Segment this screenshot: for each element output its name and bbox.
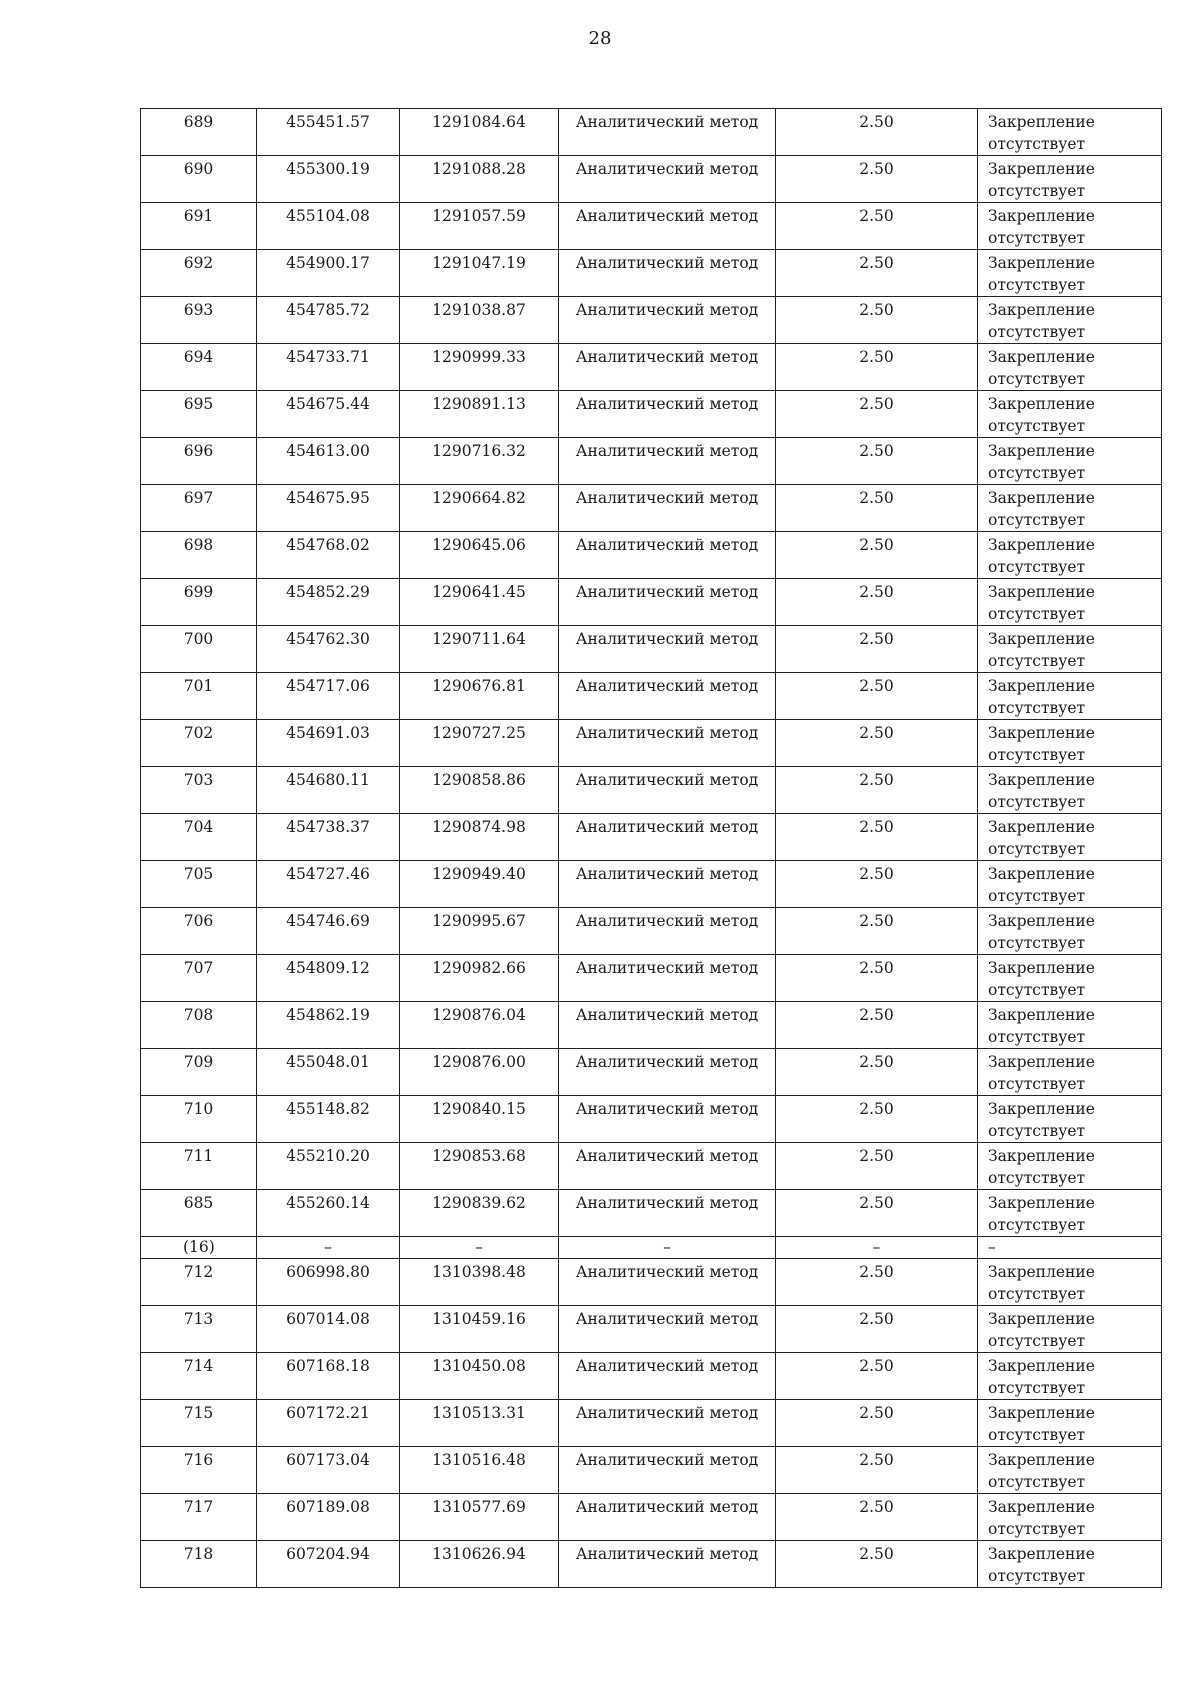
method-cell: Аналитический метод	[559, 720, 776, 767]
fixation-cell: Закрепление отсутствует	[978, 579, 1162, 626]
x-coordinate-cell: 454691.03	[257, 720, 400, 767]
method-cell: Аналитический метод	[559, 297, 776, 344]
table-row	[141, 156, 1162, 203]
accuracy-cell: 2.50	[776, 391, 978, 438]
table-body	[141, 109, 1162, 1588]
x-coordinate-cell: 607189.08	[257, 1494, 400, 1541]
table-separator-row	[141, 1237, 1162, 1259]
y-coordinate-cell: 1291038.87	[400, 297, 559, 344]
method-cell: Аналитический метод	[559, 626, 776, 673]
y-coordinate-cell: 1290999.33	[400, 344, 559, 391]
fixation-cell: Закрепление отсутствует	[978, 1190, 1162, 1237]
table-row	[141, 438, 1162, 485]
table-row	[141, 1306, 1162, 1353]
x-coordinate-cell: 454675.95	[257, 485, 400, 532]
table-row	[141, 579, 1162, 626]
point-number-cell: 691	[141, 203, 257, 250]
fixation-cell: Закрепление отсутствует	[978, 1306, 1162, 1353]
point-number-cell: 689	[141, 109, 257, 156]
table-row	[141, 1190, 1162, 1237]
accuracy-cell: 2.50	[776, 861, 978, 908]
method-cell: Аналитический метод	[559, 908, 776, 955]
fixation-cell: Закрепление отсутствует	[978, 485, 1162, 532]
y-coordinate-cell: 1290982.66	[400, 955, 559, 1002]
point-number-cell: 707	[141, 955, 257, 1002]
table-row	[141, 814, 1162, 861]
x-coordinate-cell: 454675.44	[257, 391, 400, 438]
y-coordinate-cell: 1290949.40	[400, 861, 559, 908]
accuracy-cell: 2.50	[776, 1447, 978, 1494]
method-cell: Аналитический метод	[559, 1447, 776, 1494]
table-row	[141, 391, 1162, 438]
fixation-cell: Закрепление отсутствует	[978, 109, 1162, 156]
x-coordinate-cell: 607168.18	[257, 1353, 400, 1400]
fixation-cell: Закрепление отсутствует	[978, 1447, 1162, 1494]
fixation-cell: Закрепление отсутствует	[978, 1259, 1162, 1306]
accuracy-cell: 2.50	[776, 626, 978, 673]
y-coordinate-cell: 1310513.31	[400, 1400, 559, 1447]
method-cell: Аналитический метод	[559, 1190, 776, 1237]
accuracy-cell: 2.50	[776, 720, 978, 767]
accuracy-cell: 2.50	[776, 1400, 978, 1447]
method-cell: Аналитический метод	[559, 861, 776, 908]
method-cell: Аналитический метод	[559, 438, 776, 485]
fixation-cell: Закрепление отсутствует	[978, 344, 1162, 391]
point-number-cell: 708	[141, 1002, 257, 1049]
x-coordinate-cell: 455451.57	[257, 109, 400, 156]
y-coordinate-cell: 1290876.00	[400, 1049, 559, 1096]
method-cell: Аналитический метод	[559, 1259, 776, 1306]
x-coordinate-cell: 454809.12	[257, 955, 400, 1002]
y-coordinate-cell: 1290840.15	[400, 1096, 559, 1143]
y-coordinate-cell: 1290874.98	[400, 814, 559, 861]
x-coordinate-cell: 454733.71	[257, 344, 400, 391]
method-cell: Аналитический метод	[559, 1002, 776, 1049]
method-cell: Аналитический метод	[559, 1096, 776, 1143]
y-coordinate-cell: –	[400, 1237, 559, 1259]
x-coordinate-cell: 607172.21	[257, 1400, 400, 1447]
point-number-cell: (16)	[141, 1237, 257, 1259]
x-coordinate-cell: 454768.02	[257, 532, 400, 579]
method-cell: Аналитический метод	[559, 955, 776, 1002]
point-number-cell: 696	[141, 438, 257, 485]
fixation-cell: Закрепление отсутствует	[978, 1353, 1162, 1400]
y-coordinate-cell: 1290727.25	[400, 720, 559, 767]
method-cell: Аналитический метод	[559, 1143, 776, 1190]
table-row	[141, 1096, 1162, 1143]
point-number-cell: 690	[141, 156, 257, 203]
table-row	[141, 1353, 1162, 1400]
y-coordinate-cell: 1310398.48	[400, 1259, 559, 1306]
point-number-cell: 695	[141, 391, 257, 438]
x-coordinate-cell: 607173.04	[257, 1447, 400, 1494]
method-cell: Аналитический метод	[559, 1494, 776, 1541]
method-cell: Аналитический метод	[559, 156, 776, 203]
coordinates-table	[140, 108, 1162, 1588]
x-coordinate-cell: 455300.19	[257, 156, 400, 203]
point-number-cell: 716	[141, 1447, 257, 1494]
fixation-cell: Закрепление отсутствует	[978, 391, 1162, 438]
point-number-cell: 709	[141, 1049, 257, 1096]
table-row	[141, 673, 1162, 720]
x-coordinate-cell: 455104.08	[257, 203, 400, 250]
point-number-cell: 706	[141, 908, 257, 955]
accuracy-cell: 2.50	[776, 1049, 978, 1096]
accuracy-cell: 2.50	[776, 156, 978, 203]
accuracy-cell: 2.50	[776, 109, 978, 156]
table-row	[141, 1494, 1162, 1541]
method-cell: Аналитический метод	[559, 344, 776, 391]
table-row	[141, 1541, 1162, 1588]
y-coordinate-cell: 1290716.32	[400, 438, 559, 485]
fixation-cell: Закрепление отсутствует	[978, 814, 1162, 861]
point-number-cell: 693	[141, 297, 257, 344]
y-coordinate-cell: 1290839.62	[400, 1190, 559, 1237]
point-number-cell: 702	[141, 720, 257, 767]
accuracy-cell: 2.50	[776, 955, 978, 1002]
accuracy-cell: 2.50	[776, 814, 978, 861]
method-cell: Аналитический метод	[559, 109, 776, 156]
method-cell: Аналитический метод	[559, 391, 776, 438]
table-row	[141, 1143, 1162, 1190]
x-coordinate-cell: 454727.46	[257, 861, 400, 908]
point-number-cell: 704	[141, 814, 257, 861]
accuracy-cell: 2.50	[776, 1143, 978, 1190]
fixation-cell: Закрепление отсутствует	[978, 297, 1162, 344]
table-row	[141, 1447, 1162, 1494]
accuracy-cell: 2.50	[776, 1259, 978, 1306]
accuracy-cell: 2.50	[776, 1306, 978, 1353]
table-row	[141, 1259, 1162, 1306]
accuracy-cell: 2.50	[776, 767, 978, 814]
point-number-cell: 692	[141, 250, 257, 297]
y-coordinate-cell: 1290876.04	[400, 1002, 559, 1049]
table-row	[141, 485, 1162, 532]
table-row	[141, 861, 1162, 908]
method-cell: –	[559, 1237, 776, 1259]
y-coordinate-cell: 1290645.06	[400, 532, 559, 579]
fixation-cell: Закрепление отсутствует	[978, 1143, 1162, 1190]
method-cell: Аналитический метод	[559, 814, 776, 861]
y-coordinate-cell: 1290676.81	[400, 673, 559, 720]
accuracy-cell: 2.50	[776, 1494, 978, 1541]
fixation-cell: Закрепление отсутствует	[978, 955, 1162, 1002]
y-coordinate-cell: 1310459.16	[400, 1306, 559, 1353]
method-cell: Аналитический метод	[559, 579, 776, 626]
fixation-cell: Закрепление отсутствует	[978, 1002, 1162, 1049]
table-row	[141, 626, 1162, 673]
point-number-cell: 697	[141, 485, 257, 532]
fixation-cell: Закрепление отсутствует	[978, 1541, 1162, 1588]
table-row	[141, 908, 1162, 955]
fixation-cell: Закрепление отсутствует	[978, 156, 1162, 203]
point-number-cell: 699	[141, 579, 257, 626]
y-coordinate-cell: 1310516.48	[400, 1447, 559, 1494]
x-coordinate-cell: 607204.94	[257, 1541, 400, 1588]
method-cell: Аналитический метод	[559, 532, 776, 579]
y-coordinate-cell: 1290891.13	[400, 391, 559, 438]
x-coordinate-cell: 455210.20	[257, 1143, 400, 1190]
x-coordinate-cell: 454900.17	[257, 250, 400, 297]
table-row	[141, 109, 1162, 156]
method-cell: Аналитический метод	[559, 1049, 776, 1096]
y-coordinate-cell: 1290711.64	[400, 626, 559, 673]
table-row	[141, 1049, 1162, 1096]
y-coordinate-cell: 1290853.68	[400, 1143, 559, 1190]
fixation-cell: Закрепление отсутствует	[978, 1400, 1162, 1447]
y-coordinate-cell: 1291047.19	[400, 250, 559, 297]
x-coordinate-cell: 454717.06	[257, 673, 400, 720]
y-coordinate-cell: 1291057.59	[400, 203, 559, 250]
accuracy-cell: 2.50	[776, 532, 978, 579]
point-number-cell: 685	[141, 1190, 257, 1237]
accuracy-cell: 2.50	[776, 485, 978, 532]
accuracy-cell: 2.50	[776, 673, 978, 720]
x-coordinate-cell: 606998.80	[257, 1259, 400, 1306]
method-cell: Аналитический метод	[559, 1306, 776, 1353]
accuracy-cell: 2.50	[776, 344, 978, 391]
fixation-cell: Закрепление отсутствует	[978, 861, 1162, 908]
fixation-cell: Закрепление отсутствует	[978, 1049, 1162, 1096]
point-number-cell: 711	[141, 1143, 257, 1190]
table-row	[141, 250, 1162, 297]
x-coordinate-cell: 454785.72	[257, 297, 400, 344]
x-coordinate-cell: –	[257, 1237, 400, 1259]
x-coordinate-cell: 454862.19	[257, 1002, 400, 1049]
fixation-cell: Закрепление отсутствует	[978, 908, 1162, 955]
method-cell: Аналитический метод	[559, 203, 776, 250]
accuracy-cell: 2.50	[776, 438, 978, 485]
y-coordinate-cell: 1310577.69	[400, 1494, 559, 1541]
x-coordinate-cell: 454613.00	[257, 438, 400, 485]
x-coordinate-cell: 454762.30	[257, 626, 400, 673]
x-coordinate-cell: 607014.08	[257, 1306, 400, 1353]
accuracy-cell: 2.50	[776, 203, 978, 250]
point-number-cell: 714	[141, 1353, 257, 1400]
y-coordinate-cell: 1290995.67	[400, 908, 559, 955]
table-row	[141, 767, 1162, 814]
method-cell: Аналитический метод	[559, 1541, 776, 1588]
table-row	[141, 1400, 1162, 1447]
x-coordinate-cell: 454738.37	[257, 814, 400, 861]
fixation-cell: Закрепление отсутствует	[978, 1096, 1162, 1143]
accuracy-cell: 2.50	[776, 1541, 978, 1588]
point-number-cell: 694	[141, 344, 257, 391]
fixation-cell: Закрепление отсутствует	[978, 532, 1162, 579]
point-number-cell: 698	[141, 532, 257, 579]
point-number-cell: 703	[141, 767, 257, 814]
fixation-cell: Закрепление отсутствует	[978, 673, 1162, 720]
fixation-cell: –	[978, 1237, 1162, 1259]
accuracy-cell: –	[776, 1237, 978, 1259]
y-coordinate-cell: 1290641.45	[400, 579, 559, 626]
fixation-cell: Закрепление отсутствует	[978, 203, 1162, 250]
table-row	[141, 344, 1162, 391]
table-row	[141, 297, 1162, 344]
x-coordinate-cell: 454680.11	[257, 767, 400, 814]
y-coordinate-cell: 1290858.86	[400, 767, 559, 814]
accuracy-cell: 2.50	[776, 1096, 978, 1143]
x-coordinate-cell: 454746.69	[257, 908, 400, 955]
fixation-cell: Закрепление отсутствует	[978, 720, 1162, 767]
point-number-cell: 701	[141, 673, 257, 720]
point-number-cell: 715	[141, 1400, 257, 1447]
table-row	[141, 955, 1162, 1002]
point-number-cell: 700	[141, 626, 257, 673]
method-cell: Аналитический метод	[559, 767, 776, 814]
table-row	[141, 203, 1162, 250]
accuracy-cell: 2.50	[776, 579, 978, 626]
method-cell: Аналитический метод	[559, 1400, 776, 1447]
fixation-cell: Закрепление отсутствует	[978, 438, 1162, 485]
fixation-cell: Закрепление отсутствует	[978, 767, 1162, 814]
method-cell: Аналитический метод	[559, 673, 776, 720]
x-coordinate-cell: 455148.82	[257, 1096, 400, 1143]
coordinates-table-container	[140, 108, 1161, 1588]
x-coordinate-cell: 455260.14	[257, 1190, 400, 1237]
fixation-cell: Закрепление отсутствует	[978, 626, 1162, 673]
method-cell: Аналитический метод	[559, 485, 776, 532]
accuracy-cell: 2.50	[776, 1190, 978, 1237]
accuracy-cell: 2.50	[776, 1353, 978, 1400]
accuracy-cell: 2.50	[776, 297, 978, 344]
x-coordinate-cell: 455048.01	[257, 1049, 400, 1096]
accuracy-cell: 2.50	[776, 1002, 978, 1049]
point-number-cell: 718	[141, 1541, 257, 1588]
accuracy-cell: 2.50	[776, 250, 978, 297]
accuracy-cell: 2.50	[776, 908, 978, 955]
point-number-cell: 717	[141, 1494, 257, 1541]
table-row	[141, 720, 1162, 767]
point-number-cell: 710	[141, 1096, 257, 1143]
y-coordinate-cell: 1310450.08	[400, 1353, 559, 1400]
fixation-cell: Закрепление отсутствует	[978, 1494, 1162, 1541]
y-coordinate-cell: 1310626.94	[400, 1541, 559, 1588]
point-number-cell: 705	[141, 861, 257, 908]
point-number-cell: 713	[141, 1306, 257, 1353]
fixation-cell: Закрепление отсутствует	[978, 250, 1162, 297]
table-row	[141, 1002, 1162, 1049]
x-coordinate-cell: 454852.29	[257, 579, 400, 626]
y-coordinate-cell: 1290664.82	[400, 485, 559, 532]
method-cell: Аналитический метод	[559, 1353, 776, 1400]
page-number: 28	[588, 28, 612, 49]
y-coordinate-cell: 1291084.64	[400, 109, 559, 156]
point-number-cell: 712	[141, 1259, 257, 1306]
method-cell: Аналитический метод	[559, 250, 776, 297]
y-coordinate-cell: 1291088.28	[400, 156, 559, 203]
table-row	[141, 532, 1162, 579]
